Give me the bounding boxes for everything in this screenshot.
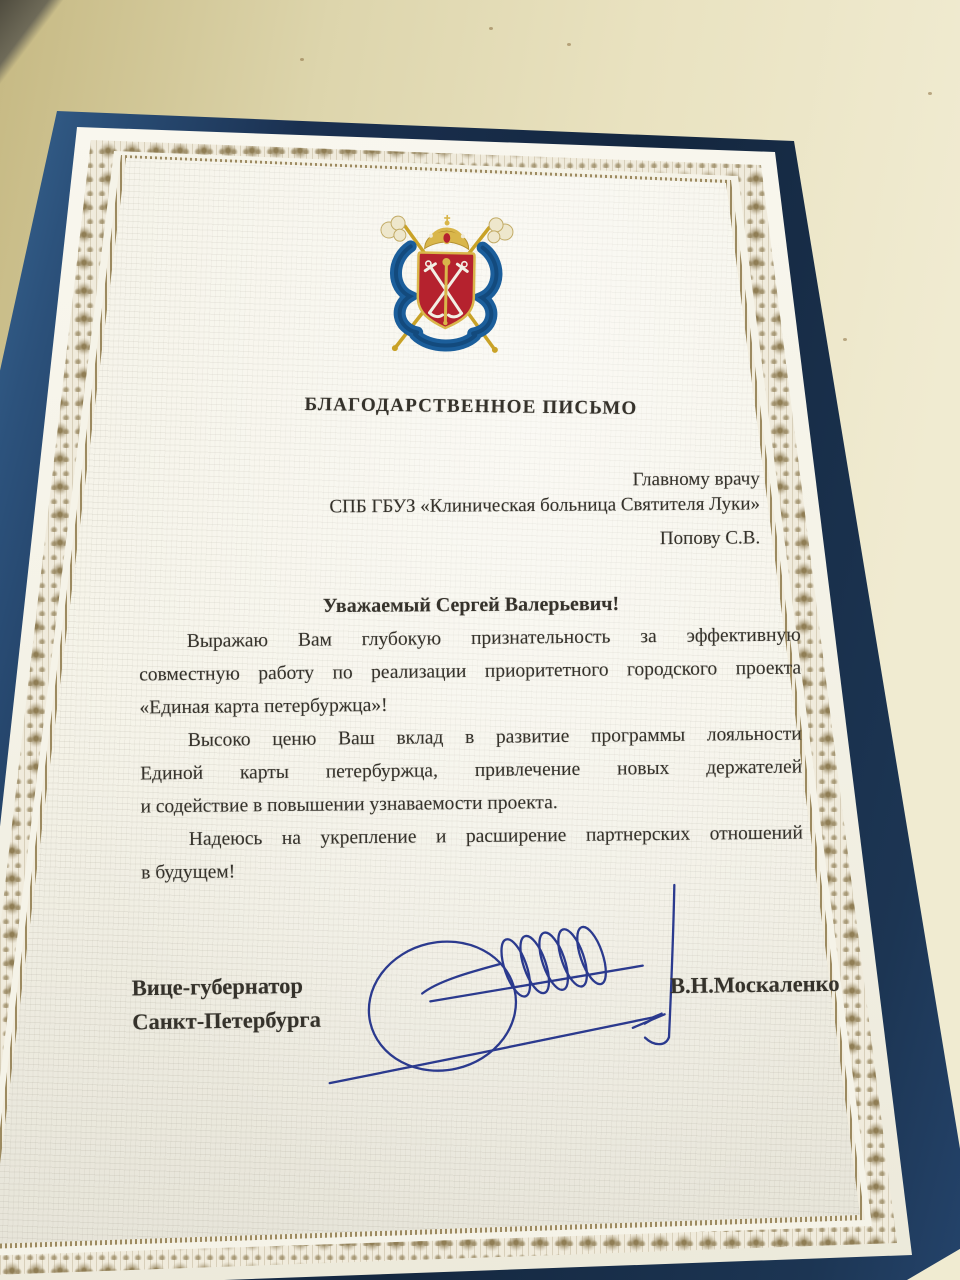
body-line: Надеюсь на укрепление и расширение партнерских отношений [188, 822, 803, 850]
addressee-organization: СПБ ГБУЗ «Клиническая больница Святителя Луки» [329, 493, 761, 518]
signer-position [132, 969, 322, 1040]
signer-name: В.Н.Москаленко [669, 970, 840, 999]
body-line: и содействие в повышении узнаваемости проекта. [140, 792, 558, 818]
body-line: Высоко ценю Ваш вклад в развитие программы лояльности [187, 723, 802, 751]
signature-autograph-icon [316, 869, 700, 1096]
body-line: Выражаю Вам глубокую признательность за эффективную [186, 624, 801, 652]
body-line: в будущем! [141, 861, 236, 884]
letter-body [139, 619, 804, 890]
coat-of-arms-st-petersburg-icon [365, 209, 528, 364]
body-line: «Единая карта петербуржца»! [139, 694, 388, 719]
signer-position-line2: Санкт-Петербурга [132, 1006, 322, 1035]
signer-position-line1: Вице-губернатор [131, 972, 304, 1001]
addressee-block [300, 466, 761, 553]
body-line: совместную работу по реализации приоритетного городского проекта [139, 657, 802, 686]
addressee-name: Попову С.В. [659, 527, 761, 550]
salutation: Уважаемый Сергей Валерьевич! [322, 592, 620, 618]
body-line: Единой карты петербуржца, привлечение новых держателей [140, 756, 803, 785]
letter-title: БЛАГОДАРСТВЕННОЕ ПИСЬМО [304, 393, 638, 420]
addressee-role: Главному врачу [632, 468, 760, 491]
